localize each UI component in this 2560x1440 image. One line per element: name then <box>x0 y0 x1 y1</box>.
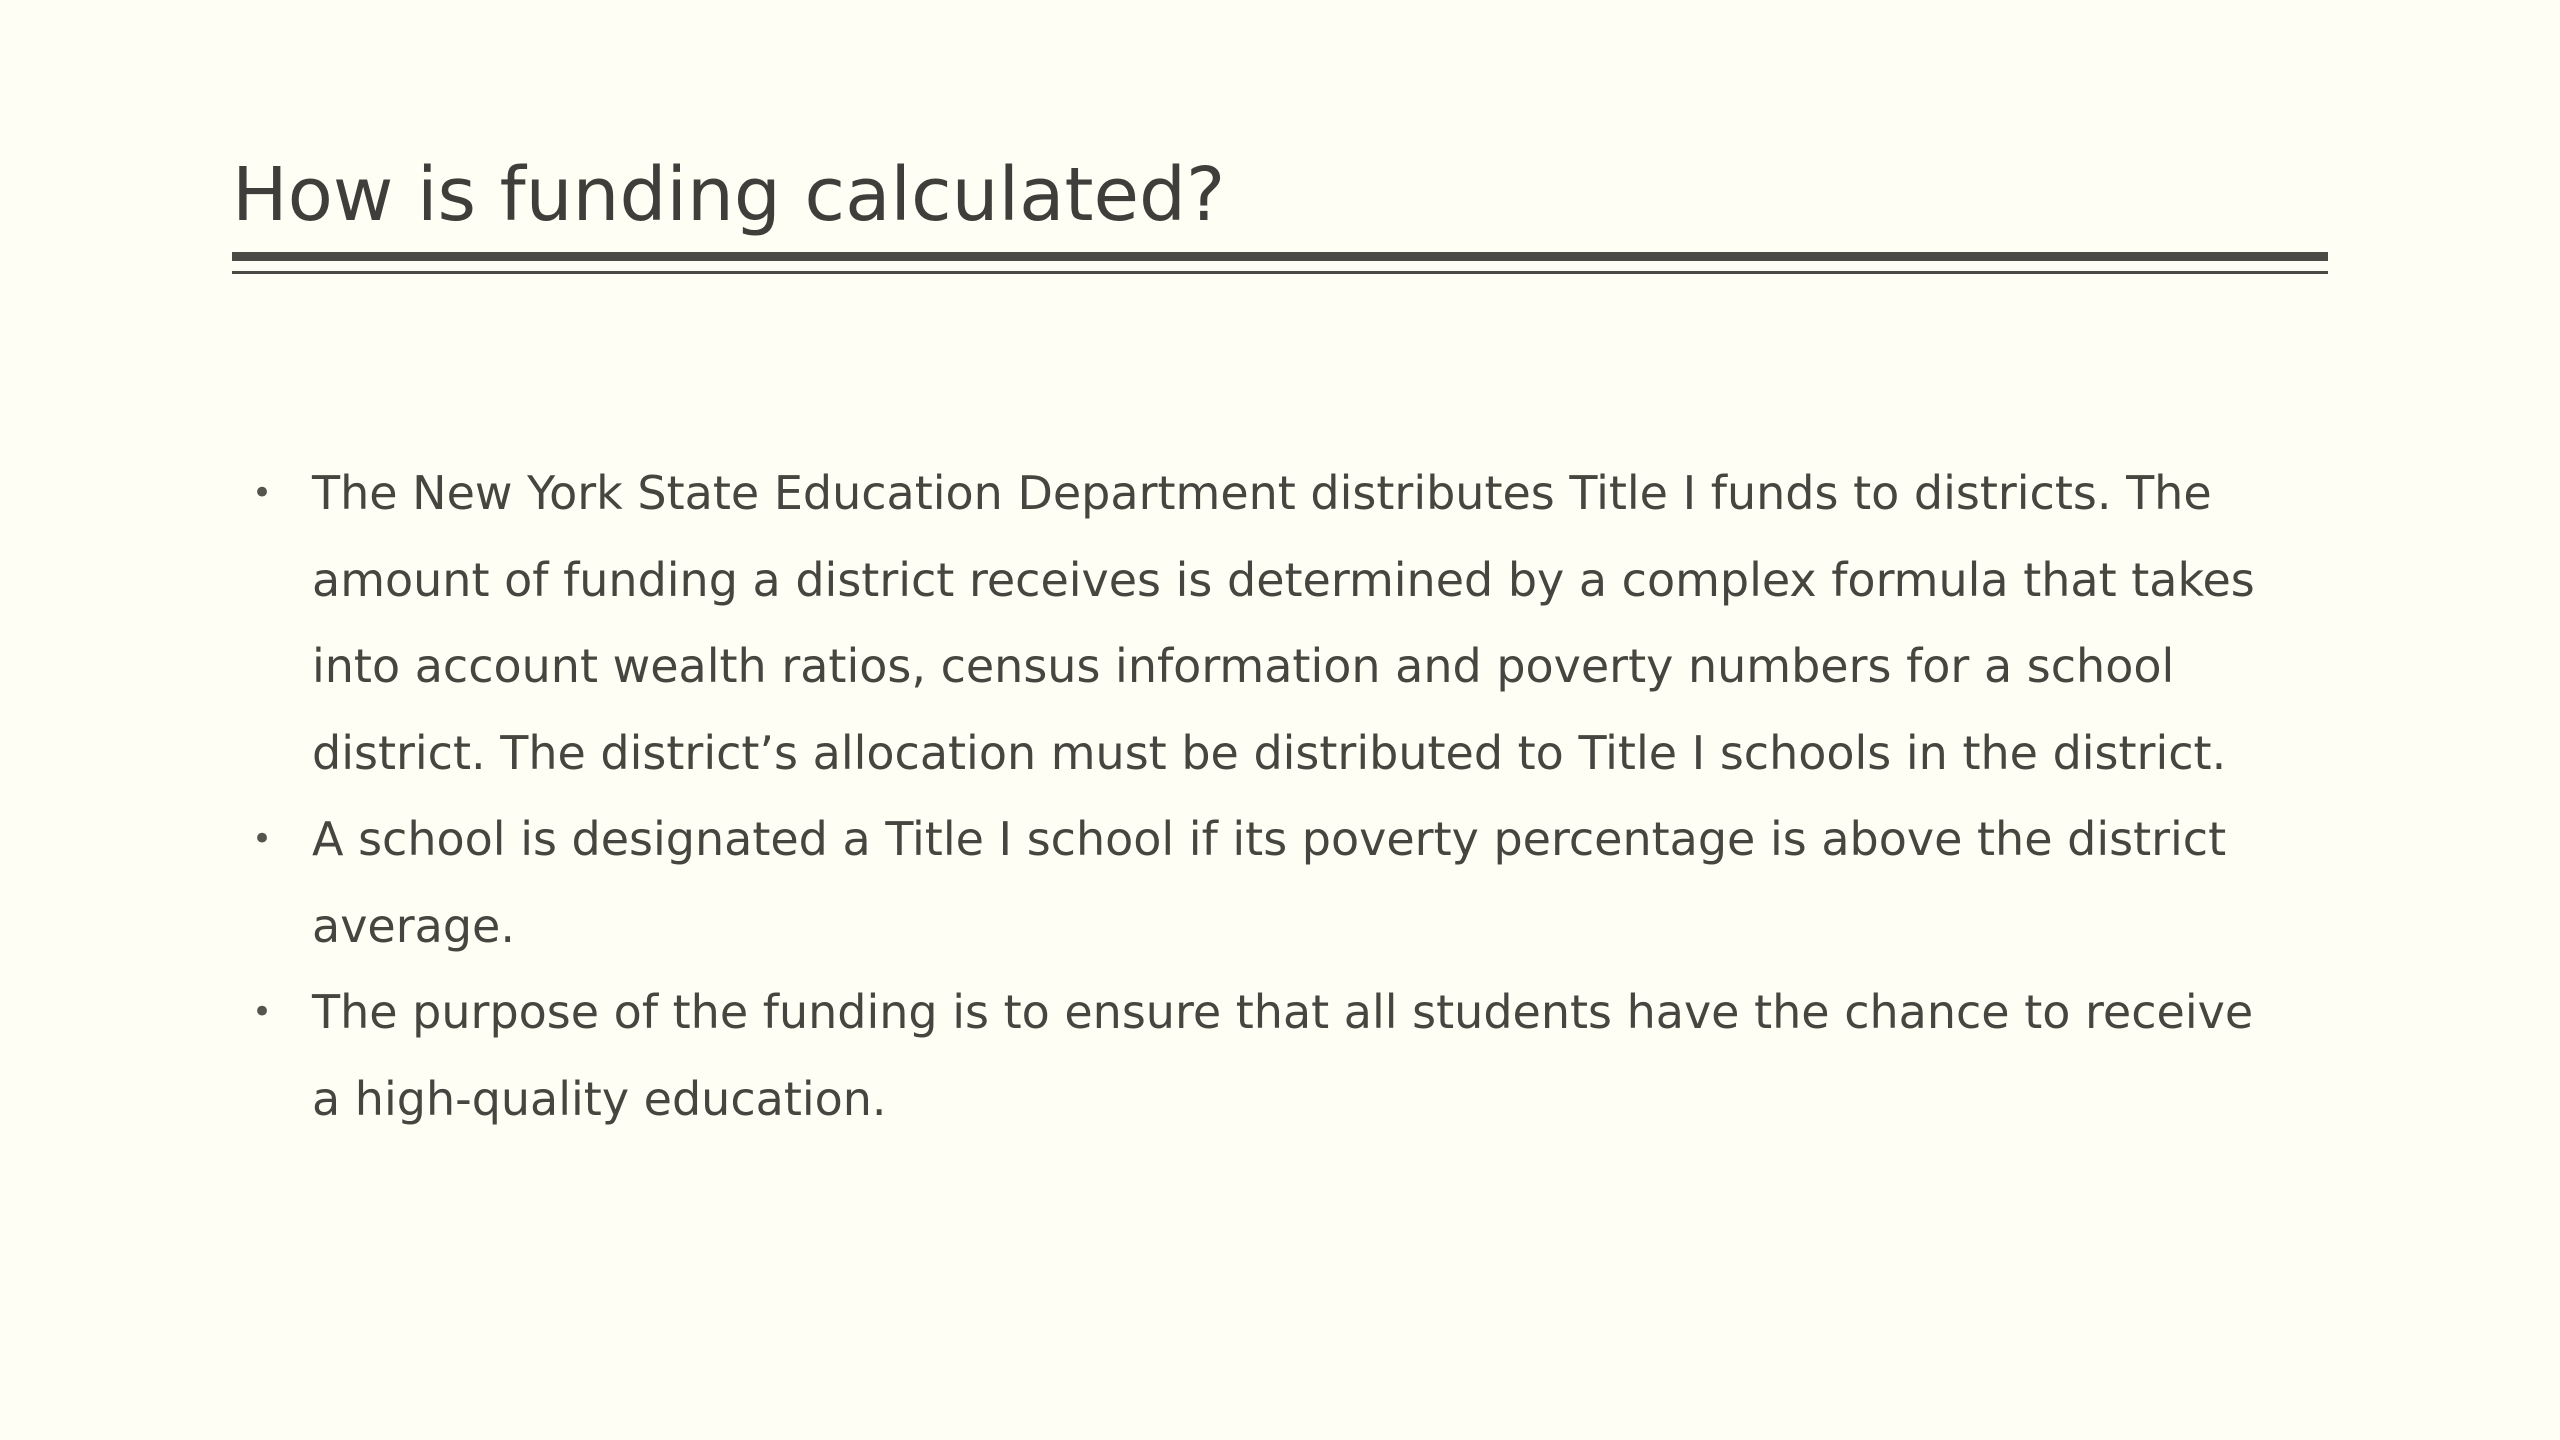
bullet-text: A school is designated a Title I school if its poverty percentage is above the district average. <box>312 812 2227 953</box>
title-rule-thin <box>232 271 2328 274</box>
slide-title: How is funding calculated? <box>232 152 1226 238</box>
bullet-list <box>240 450 2280 1142</box>
bullet-icon: • <box>252 473 273 513</box>
bullet-icon: • <box>252 819 273 859</box>
bullet-item <box>240 450 2280 796</box>
bullet-text: The New York State Education Department distributes Title I funds to districts. The amount of funding a district receives is determined by a complex formula that takes into account wealth ratios, census information and poverty numbers for a school district. The district’s allocation must be distributed to Title I schools in the district. <box>312 466 2255 780</box>
title-rule-thick <box>232 252 2328 261</box>
bullet-item <box>240 969 2280 1142</box>
bullet-item <box>240 796 2280 969</box>
bullet-text: The purpose of the funding is to ensure that all students have the chance to receive a high-quality education. <box>312 985 2254 1126</box>
bullet-icon: • <box>252 992 273 1032</box>
